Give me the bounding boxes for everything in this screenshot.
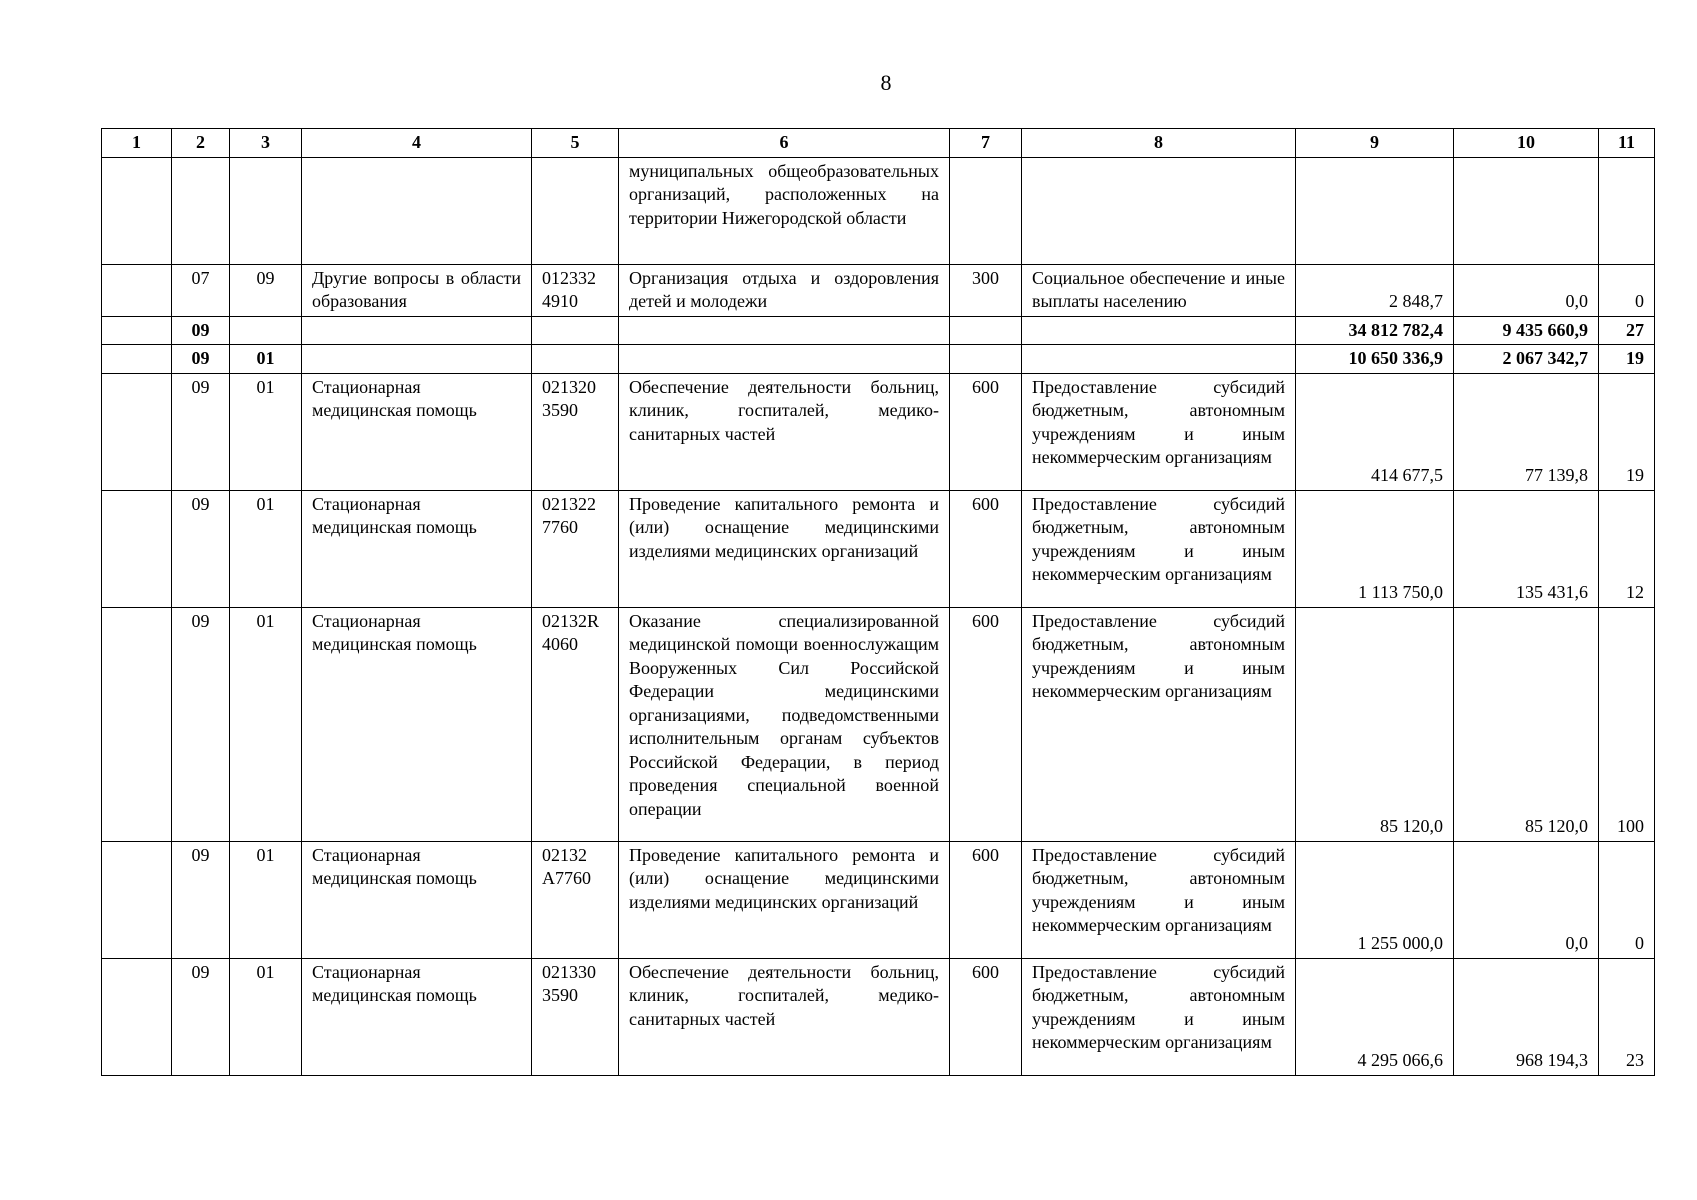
column-header: 3 — [230, 129, 302, 158]
cell-col10: 77 139,8 — [1454, 373, 1599, 490]
column-header: 6 — [619, 129, 950, 158]
cell-col11: 100 — [1599, 607, 1655, 841]
cell-col2: 09 — [172, 607, 230, 841]
cell-col4: Другие вопросы в области образования — [302, 264, 532, 316]
cell-col2: 09 — [172, 958, 230, 1075]
cell-col1 — [102, 958, 172, 1075]
cell-col9: 10 650 336,9 — [1296, 345, 1454, 374]
cell-col8: Предоставление субсидий бюджетным, автономным учреждениям и иным некоммерческим организациям — [1022, 490, 1296, 607]
column-header: 7 — [950, 129, 1022, 158]
table-row-total — [102, 316, 1655, 345]
cell-col7: 300 — [950, 264, 1022, 316]
cell-col10: 968 194,3 — [1454, 958, 1599, 1075]
cell-col4: Стационарная медицинская помощь — [302, 607, 532, 841]
cell-col9: 4 295 066,6 — [1296, 958, 1454, 1075]
cell-col10: 135 431,6 — [1454, 490, 1599, 607]
cell-col5: 021330 3590 — [532, 958, 619, 1075]
cell-col11: 12 — [1599, 490, 1655, 607]
cell-col7 — [950, 316, 1022, 345]
cell-col3: 01 — [230, 373, 302, 490]
cell-col9: 2 848,7 — [1296, 264, 1454, 316]
column-header: 5 — [532, 129, 619, 158]
cell-col5: 021320 3590 — [532, 373, 619, 490]
cell-col6: Обеспечение деятельности больниц, клиник, госпиталей, медико-санитарных частей — [619, 958, 950, 1075]
cell-col8: Предоставление субсидий бюджетным, автономным учреждениям и иным некоммерческим организациям — [1022, 607, 1296, 841]
column-header: 1 — [102, 129, 172, 158]
cell-col2: 09 — [172, 316, 230, 345]
cell-col2 — [172, 157, 230, 264]
cell-col7 — [950, 157, 1022, 264]
cell-col4: Стационарная медицинская помощь — [302, 373, 532, 490]
cell-col11 — [1599, 157, 1655, 264]
page-number: 8 — [880, 70, 892, 95]
cell-col2: 09 — [172, 841, 230, 958]
table-row — [102, 958, 1655, 1075]
cell-col10: 9 435 660,9 — [1454, 316, 1599, 345]
cell-col7: 600 — [950, 841, 1022, 958]
cell-col10: 85 120,0 — [1454, 607, 1599, 841]
cell-col9: 85 120,0 — [1296, 607, 1454, 841]
cell-col11: 0 — [1599, 841, 1655, 958]
cell-col9: 1 255 000,0 — [1296, 841, 1454, 958]
cell-col5 — [532, 345, 619, 374]
cell-col6: Организация отдыха и оздоровления детей и молодежи — [619, 264, 950, 316]
cell-col8: Предоставление субсидий бюджетным, автономным учреждениям и иным некоммерческим организациям — [1022, 373, 1296, 490]
cell-col1 — [102, 607, 172, 841]
cell-col6 — [619, 316, 950, 345]
cell-col5: 02132 A7760 — [532, 841, 619, 958]
cell-col10: 2 067 342,7 — [1454, 345, 1599, 374]
cell-col6: муниципальных общеобразовательных организаций, расположенных на территории Нижегородской области — [619, 157, 950, 264]
column-header: 8 — [1022, 129, 1296, 158]
cell-col8 — [1022, 157, 1296, 264]
cell-col11: 19 — [1599, 345, 1655, 374]
cell-col1 — [102, 490, 172, 607]
cell-col3: 09 — [230, 264, 302, 316]
column-header: 11 — [1599, 129, 1655, 158]
cell-col1 — [102, 841, 172, 958]
cell-col6 — [619, 345, 950, 374]
cell-col6: Обеспечение деятельности больниц, клиник, госпиталей, медико-санитарных частей — [619, 373, 950, 490]
cell-col7: 600 — [950, 607, 1022, 841]
cell-col4 — [302, 345, 532, 374]
cell-col3: 01 — [230, 607, 302, 841]
cell-col1 — [102, 157, 172, 264]
cell-col5 — [532, 157, 619, 264]
table-row — [102, 841, 1655, 958]
cell-col3 — [230, 157, 302, 264]
cell-col7: 600 — [950, 490, 1022, 607]
table-row-total — [102, 345, 1655, 374]
cell-col9: 34 812 782,4 — [1296, 316, 1454, 345]
cell-col5 — [532, 316, 619, 345]
cell-col6: Оказание специализированной медицинской помощи военнослужащим Вооруженных Сил Российской Федерации медицинскими организациями, подведомственными исполнительным органам субъектов Российской Федерации, в период проведения специальной военной операции — [619, 607, 950, 841]
cell-col11: 27 — [1599, 316, 1655, 345]
cell-col6: Проведение капитального ремонта и (или) оснащение медицинскими изделиями медицинских организаций — [619, 841, 950, 958]
budget-table — [101, 128, 1655, 1076]
table-row — [102, 490, 1655, 607]
cell-col2: 09 — [172, 345, 230, 374]
table-row — [102, 373, 1655, 490]
cell-col5: 02132R 4060 — [532, 607, 619, 841]
cell-col4: Стационарная медицинская помощь — [302, 841, 532, 958]
cell-col11: 23 — [1599, 958, 1655, 1075]
table-row — [102, 264, 1655, 316]
cell-col8: Предоставление субсидий бюджетным, автономным учреждениям и иным некоммерческим организациям — [1022, 958, 1296, 1075]
cell-col2: 07 — [172, 264, 230, 316]
cell-col5: 012332 4910 — [532, 264, 619, 316]
column-header: 9 — [1296, 129, 1454, 158]
cell-col3: 01 — [230, 841, 302, 958]
table-row — [102, 607, 1655, 841]
cell-col1 — [102, 373, 172, 490]
cell-col7: 600 — [950, 958, 1022, 1075]
cell-col6: Проведение капитального ремонта и (или) оснащение медицинскими изделиями медицинских организаций — [619, 490, 950, 607]
cell-col4: Стационарная медицинская помощь — [302, 958, 532, 1075]
cell-col7: 600 — [950, 373, 1022, 490]
cell-col4 — [302, 157, 532, 264]
cell-col3: 01 — [230, 490, 302, 607]
cell-col8 — [1022, 345, 1296, 374]
cell-col8: Социальное обеспечение и иные выплаты населению — [1022, 264, 1296, 316]
cell-col7 — [950, 345, 1022, 374]
cell-col11: 0 — [1599, 264, 1655, 316]
cell-col9 — [1296, 157, 1454, 264]
cell-col10: 0,0 — [1454, 841, 1599, 958]
column-header: 10 — [1454, 129, 1599, 158]
cell-col1 — [102, 345, 172, 374]
cell-col11: 19 — [1599, 373, 1655, 490]
cell-col2: 09 — [172, 490, 230, 607]
cell-col3: 01 — [230, 345, 302, 374]
column-header: 4 — [302, 129, 532, 158]
cell-col3 — [230, 316, 302, 345]
cell-col10 — [1454, 157, 1599, 264]
cell-col10: 0,0 — [1454, 264, 1599, 316]
cell-col9: 1 113 750,0 — [1296, 490, 1454, 607]
cell-col8 — [1022, 316, 1296, 345]
cell-col1 — [102, 264, 172, 316]
cell-col8: Предоставление субсидий бюджетным, автономным учреждениям и иным некоммерческим организациям — [1022, 841, 1296, 958]
table-row — [102, 157, 1655, 264]
cell-col4: Стационарная медицинская помощь — [302, 490, 532, 607]
cell-col3: 01 — [230, 958, 302, 1075]
cell-col5: 021322 7760 — [532, 490, 619, 607]
cell-col9: 414 677,5 — [1296, 373, 1454, 490]
header-row — [102, 129, 1655, 158]
cell-col4 — [302, 316, 532, 345]
cell-col1 — [102, 316, 172, 345]
column-header: 2 — [172, 129, 230, 158]
cell-col2: 09 — [172, 373, 230, 490]
